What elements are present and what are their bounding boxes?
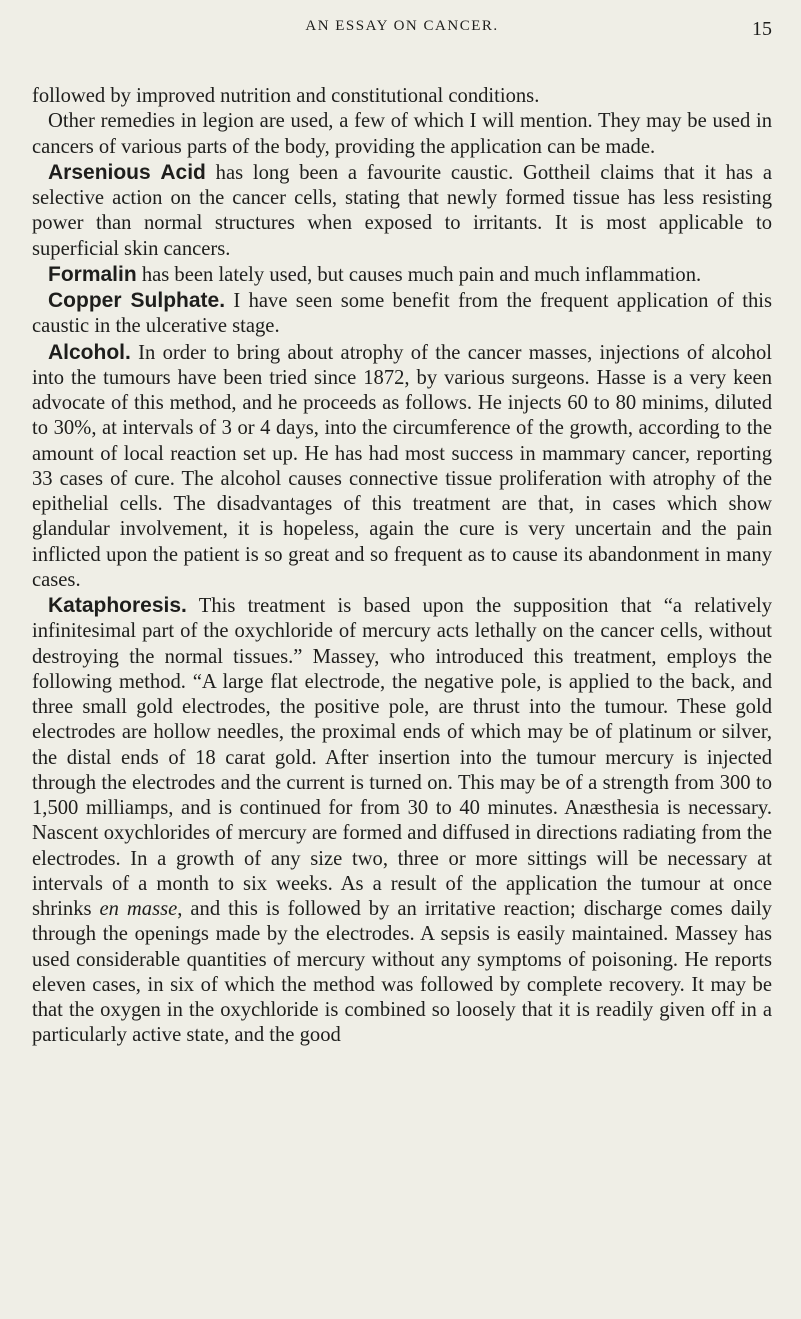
paragraph-text: I have seen some benefit from the frequent application of this caustic in the ulcerative stage. <box>32 290 772 338</box>
paragraph-alcohol <box>32 340 772 594</box>
paragraph-kataphoresis <box>32 593 772 1049</box>
paragraph-text: This treatment is based upon the supposition that “a relatively infinitesimal part of the oxychloride of mercury acts lethally on the cancer cells, without destroying the normal tissues.” Massey, who introduced this treatment, employs the following method. “A large flat electrode, the negative pole, is applied to the back, and three small gold electrodes, the positive pole, are thrust into the tumour. These gold electrodes are hollow needles, the proximal ends of which may be of platinum or silver, the distal ends of 18 carat gold. After insertion into the tumour mercury is injected through the electrodes and the current is turned on. This may be of a strength from 300 to 1,500 milliamps, and is continued for from 30 to 40 minutes. Anæsthesia is necessary. Nascent oxychlorides of mercury are formed and diffused in directions radiating from the electrodes. In a growth of any size two, three or more sittings will be necessary at intervals of a month to six weeks. As a result of the application the tumour at once shrinks <box>32 595 772 920</box>
paragraph-continuation <box>32 84 772 109</box>
paragraph-text: Other remedies in legion are used, a few of which I will mention. They may be used in cancers of various parts of the body, providing the application can be made. <box>32 110 772 158</box>
page-number: 15 <box>752 18 772 40</box>
paragraph-text: , and this is followed by an irritative reaction; discharge comes daily through the openings made by the electrodes. A sepsis is easily maintained. Massey has used considerable quantities of mercury without any symptoms of poisoning. He reports eleven cases, in six of which the method was followed by complete recovery. It may be that the oxygen in the oxychloride is combined so loosely that it is readily given off in a particularly active state, and the good <box>32 898 772 1047</box>
run-in-heading: Alcohol. <box>48 340 131 364</box>
body-text <box>32 84 772 1049</box>
paragraph-intro <box>32 109 772 160</box>
running-header <box>32 18 772 52</box>
paragraph-text: has been lately used, but causes much pain and much inflammation. <box>136 263 702 286</box>
running-title: AN ESSAY ON CANCER. <box>305 18 499 34</box>
paragraph-text: followed by improved nutrition and constitutional conditions. <box>32 85 540 107</box>
paragraph-arsenious-acid <box>32 160 772 262</box>
paragraph-copper-sulphate <box>32 288 772 340</box>
run-in-heading: Copper Sulphate. <box>48 289 226 312</box>
italic-phrase: en masse <box>99 898 178 920</box>
run-in-heading: Arsenious Acid <box>48 160 206 184</box>
paragraph-text: has long been a favourite caustic. Gottheil claims that it has a selective action on the cancer cells, stating that newly formed tissue has less resisting power than normal structures when exposed to irritants. It is most applicable to superficial skin cancers. <box>32 161 772 260</box>
paragraph-text: In order to bring about atrophy of the cancer masses, injections of alcohol into the tumours have been tried since 1872, by various surgeons. Hasse is a very keen advocate of this method, and he proceeds as follows. He injects 60 to 80 minims, diluted to 30%, at intervals of 3 or 4 days, into the circumference of the growth, according to the amount of local reaction set up. He has had most success in mammary cancer, reporting 33 cases of cure. The alcohol causes connective tissue proliferation with atrophy of the epithelial cells. The disadvantages of this treatment are that, in cases which show glandular involvement, it is hopeless, again the cure is very uncertain and the pain inflicted upon the patient is so great and so frequent as to cause its abandonment in many cases. <box>32 341 772 591</box>
run-in-heading: Kataphoresis. <box>48 594 187 617</box>
paragraph-formalin <box>32 262 772 288</box>
run-in-heading: Formalin <box>48 262 137 286</box>
